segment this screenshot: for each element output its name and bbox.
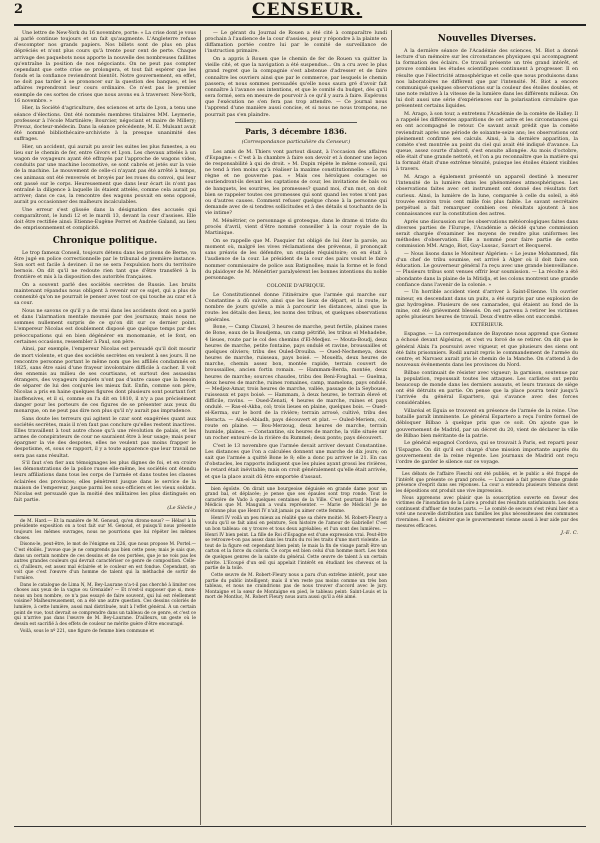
dateline-paris: Paris, 3 décembre 1836. (245, 126, 347, 136)
article-societe-agriculture: Hier, la Société d'agriculture, des sciences et arts de Lyon, a tenu une séance d'élections. Ont été nommés membres titulaires MM. Leymerie, professeur à l'école Martinière; Bourcier, négociant et maire de Millery; Prevaz, docteur-médecin. Dans la séance précédente, M. E. Mulsant avait été nommé bibliothécaire-archiviste à la presque unanimité des suffrages. (14, 105, 196, 143)
section-heading-exterieur: EXTÉRIEUR. (470, 322, 504, 329)
article-rouen-railway: On a appris à Rouen que le chemin de fer de Rouen va quitter la vieille cité, et que la navigation a été suspendue... On a cru avec le plus grand regret que la compagnie s'est abstenue d'adresser et de faire connaître les ouvriers ainsi que par le commerce, par lesquels le chemin passera; et nous sommes persuadés qu'elle nous saura gré d'avoir fait connaître à l'avance ses intentions, et que le comité du budget, dès qu'il sera formé, sera en mesure de pourvoir à ce qu'il y aura à faire. Espérons que l'exécution ne s'en fera pas trop attendre. — Ce journal nous l'apprend d'une manière aussi concise, et si nous ne nous trompons, ne pourrait pas s'en plaindre. (205, 56, 387, 118)
column-1 (14, 30, 196, 825)
column-divider (391, 30, 392, 825)
article-menetrier-2: On se rappelle que M. Pasquier fut obligé de lui ôter la parole, au moment où, malgré les vives réclamations des prévenus, il prononçait sans préavis de les défendre, un stupide réquisitoire; on en était à l'audience de la cour. Le président de la cour des pairs voulut le faire nommer commissaire de police aux Batignolles; mais la forme et le fond du plaidoyer de M. Ménétrier paralysèrent les bonnes intentions du noble personnage. (205, 237, 387, 281)
column-2 (205, 30, 387, 825)
article-constantine-arrival: C'est le 13 novembre que l'armée devait arriver devant Constantine. Les distances que l'on a calculées donnent une marche de dix jours; on sait que l'armée a quitté Bone le 8; elle a donc pu arriver le 21. En cas d'obstacles, les rapports indiquent que les pluies ayant grossi les rivières, le retard était inévitable; mais on croit généralement qu'elle était arrivée, et que la place avait dû être emportée d'assaut. (205, 442, 387, 480)
article-railway-accident: Hier, un accident, qui aurait pu avoir les suites les plus funestes, a eu lieu sur le chemin de fer, entre Givors et Lyon. Les chevaux attelés à un wagon de voyageurs ayant été effrayés par l'approche de wagons vides, conduits par une machine locomotive, se sont cabrés et jetés sur la voie de la machine. Le mouvement de celle-ci n'ayant pas été arrêté à temps, ces animaux ont été renversés et broyés par les roues du convoi, qui leur ont passé sur le corps. Heureusement que dans leur écart ils n'ont pas entraîné la diligence à laquelle ils étaient attelés, comme cela aurait pu arriver; dans ce cas, la rencontre des wagons pouvait en sens opposé, aurait pu occasionner des malheurs incalculables. (14, 143, 196, 206)
page-number: 2 (14, 2, 24, 17)
section-heading-colonie: COLONIE D'AFRIQUE. (266, 282, 326, 289)
feuilleton-paragraph: bien égoïste. On dirait une bourgeoise déguisée en grande dame pour un grand bal, et déplacée; je pense que ses épaules sont trop ronde. Tout le caractère de Vado à quelques centaines de la Ville. C'est pourtant Marie de Médicis que M. Mauguin a voulu représenter. — Marie de Médicis! Je ne m'étonne plus que Henri IV n'ait jamais pu aimer cette femme. (205, 486, 387, 515)
feuilleton-paragraph: de M. Hard.— Et la manière de M. Genoud, qu'en dirons-nous? — Hélas! à la présidente exposition on a tout fait sur M. Genoud, et puisqu'il nous présente toujours les mêmes ouvrages, nous ne pourrions que lui répéter les mêmes choses. (14, 518, 196, 541)
article-arago-lumiere: M. Arago a également présenté un appareil destiné à mesurer l'intensité de la lumière dans les phénomènes atmosphériques. Les observations faites avec cet instrument ont donné des résultats fort curieux. Ainsi, la lumière de la lune, comparée à celle du soleil, a été trouvée environ trois cent mille fois plus faible. Le savant secrétaire perpétuel a fait remarquer combien ces résultats ajoutent à nos connaissances sur la constitution des astres. (396, 174, 578, 218)
section-heading-chronique: Chronique politique. (52, 235, 158, 246)
article-espagne-3: Villaréal et Eguia se trouvent en présence de l'armée de la reine. Une bataille paraît imminente. Le général Espartero a reçu l'ordre formel de débloquer Bilbao à quelque prix que ce soit. On ajoute que le gouvernement de Madrid, par un décret du 20, vient de déclarer la ville de Bilbao bien méritante de la patrie. (396, 408, 578, 439)
column-3 (396, 30, 578, 825)
column-divider (200, 30, 201, 825)
article-journal-rouen: — Le gérant du Journal de Rouen a été cité à comparaître lundi prochain à l'audience de la cour d'assises, pour y répondre à la plainte en diffamation portée contre lui par le comité de surveillance de l'instruction primaire. (205, 30, 387, 55)
feuilleton-paragraph: Cette œuvre de M. Robert-Fleury nous a paru d'un extrême intérêt, pour une partie du public intelligent; mais il n'en reste pas moins comme un très bon tableau, et nous ne craindrions pas de nous trouver d'accord avec le jury. Montaigne et la sœur de Montaigne en pied, le tableau peint: Saint-Louis et la mort de Montluc, M. Robert Fleury nous aura aussi qu'il a été aimé. (205, 572, 387, 601)
article-arago-comete: M. Arago, à son tour, a entretenu l'Académie de la comète de Halley. Il a rappelé les différentes apparitions de cet astre et les circonstances qui en ont accompagné le retour. Ce savant avait prédit que la comète reviendrait après une période de soixante-seize ans; les observations ont pleinement confirmé ses calculs. Ainsi, à la dernière apparition, la comète s'est montrée au point du ciel qui avait été indiqué d'avance. La queue, assez courte d'abord, s'est ensuite allongée. Au mois d'octobre, elle était d'une grande netteté, et l'on a pu reconnaître que la matière qui la formait était d'une extrême ténuité, puisque les étoiles étaient visibles à travers. (396, 111, 578, 173)
feuilleton-paragraph: Voilà, sous le nº 221, une figure de femme bien commune et (20, 628, 154, 634)
article-conseil: Le trop fameux Conseil, toujours détenu dans les prisons de Berne, va être jugé en police correctionnelle par le tribunal de première instance. Son sort est facile à deviner: il ne se sera l'expulsion hors du territoire bernois. On dit qu'il ne redoute rien tant que d'être transféré à la frontière et mis à la disposition des autorités françaises. (14, 249, 196, 281)
feuilleton-paragraph: Les débats de l'affaire Fieschi ont été publiés, et le public a été frappé de l'intérêt que présente ce grand procès. — L'accusé a fait preuve d'une grande présence d'esprit dans ses réponses. La cour a entendu plusieurs témoins dont les dépositions ont produit une vive impression. (396, 472, 578, 494)
feuilleton-3 (396, 472, 578, 529)
article-newyork: Une lettre de New-York du 16 novembre, porte: « La crise dont je vous ai parlé continue toujours et un fait qu'augmente. L'Angleterre refuse d'escompter nos grands papiers. Nos billets sont de plus en plus dépréciés et n'ont plus cours qu'à trente pour cent de perte. Chaque arrivage des paquebots nous apporte la nouvelle des nombreuses faillites qu'entraîne la position de nos négociants. On ne peut pas compter cependant que cette crise se prolongera, et tout fait espérer que les fonds et la confiance reviendront bientôt. Notre gouvernement, en effet, ne doit pas tarder à se prononcer sur la question des banques, et les affaires reprendront leur cours ordinaire. Ce n'est pas le premier exemple de ces sortes de crises que nous avons eu à traverser. New-York, 16 novembre. » (14, 30, 196, 104)
article-commission: Après une discussion sur les observations météorologiques faites dans diverses parties de l'Europe, l'Académie a décidé qu'une commission serait chargée d'examiner les moyens de rendre plus uniformes les méthodes d'observation. Elle a nommé pour faire partie de cette commission MM. Arago, Biot, Gay-Lussac, Savart et Becquerel. (396, 218, 578, 250)
correspondence-note: (Correspondance particulière du Censeur.) (241, 138, 351, 145)
article-russia-4: Sans doute les terreurs qui agitent le czar sont exagérées quant aux sociétés secrètes, mais il n'en faut pas conclure qu'elles restent inactives. Elles travaillent à tout autre chose qu'à une révolution de palais, et les armes de conspirateurs de cour ne sauraient être à leur usage; mais pour épargner la vie des despotes, elles ne veulent pas moins frapper le despotisme, et, sous ce rapport, il y a toute apparence que leur travail ne sera pas sans résultat. (14, 415, 196, 459)
feuilleton-divider (205, 483, 387, 484)
article-russia-5: S'il faut s'en fier aux témoignages les plus dignes de foi, et en croire les démonstrations de la police russe elle-même, les sociétés ont étendu leurs affiliations dans tous les corps de l'armée et dans toutes les classes éclairées des provinces; elles pénètrent jusque dans le service de la maison de l'empereur, jusque parmi les sous-officiers et les vieux soldats. Nicolas est persuadé que la moitié des militaires les plus distingués en fait partie. (14, 460, 196, 504)
article-russia-3: Ainsi, par exemple, l'empereur Nicolas est persuadé qu'il doit mourir de mort violente, et que des sociétés secrètes en veulent à ses jours. Il ne rencontre personne portant le même nom que les affiliés condamnés en 1825, sans être saisi d'une frayeur involontaire difficile à cacher. Il voit des ennemis au milieu de ses courtisans, et surtout des assassins étrangers, des voyageurs inquiets n'ont pas d'autre cause que la besoin de séparer de lui des conjurés les mieux fait. Enfin, comme son père, Nicolas a pris en haine quelques figures dont plusieurs sont pourtant fort inoffensives, et il si, comme on l'a dit en 1810, il n'y a pas précisément danger pour les porteurs de ces figures de se présenter aux yeux du monarque, on ne peut pas dire non plus qu'il n'y aurait pas imprudence. (14, 346, 196, 414)
article-menetrier-1: M. Ménétrier, ce personnage si grotesque, dans le drame si triste du procès d'avril, vient d'être nommé conseiller à la cour royale de la Martinique. (205, 217, 387, 237)
article-russia-1: On a souvent parlé des sociétés secrètes de Russie. Les bruits maintenant répandus nous obligent à revenir sur ce sujet, qui a plus de connexité qu'on ne pourrait le penser avec tout ce qui touche au czar et à sa cour. (14, 281, 196, 307)
article-moniteur-algerien: — Nous lisons dans le Moniteur Algérien: « Le jeune Mohammed, fils d'un chef de tribu soumise, est arrivé à Alger où il doit faire son éducation. Le gouverneur général l'a reçu avec une grande bienveillance. — Plusieurs tribus sont venues offrir leur soumission. — La récolte a été abondante dans la plaine de la Mitidja, et les colons montrent une grande confiance dans l'avenir de la colonie. » (396, 251, 578, 288)
section-divider (235, 122, 357, 123)
article-constantine-intro: Le Constitutionnel donne l'itinéraire que l'armée qui marche sur Constantine a dû suivre, ainsi que les lieux de départ, et la route, le nombre de jours qu'elle a mis à parcourir les distances, ainsi que la route: les détails des lieux, les noms des tribus, et quelques observations générales. (205, 291, 387, 323)
article-academie-biot: A la dernière séance de l'Académie des sciences, M. Biot a donné lecture d'un mémoire sur les circonstances physiques qui accompagnent la formation des éclairs. Ce travail présente un très grand intérêt, et prouve combien les études scientifiques continuent à progresser. Il en résulte que l'électricité atmosphérique et celle que nous produisons dans nos laboratoires ne diffèrent que par l'intensité. M. Biot a encore communiqué quelques observations sur la couleur des étoiles doubles, et une note relative à la vitesse de la lumière dans les différents milieux. On lui doit aussi une série d'expériences sur la polarisation circulaire que présentent certains liquides. (396, 48, 578, 110)
article-russia-2: Nous ne savons ce qu'il y a de vrai dans les accidents dont on a parlé et dans l'alarmation mentale mounée par des journaux; mais nous ne sommes nullement surpris de ce qu'on dit sur ce dernier point. L'empereur Nicolas est doublement disposé que quelque temps par des préoccupations qui en bien dégénérer en monomanie, et le font, en certaines occasions, ressembler à Paul, son père. (14, 307, 196, 345)
source-signature: (Le Siècle.) (167, 504, 196, 511)
feuilleton-paragraph: Henri IV voilà un peu mieux au réalité que sa chère moitié. M. Robert-Fleury a voulu qu'il se fait ainsi en peinture, Son histoire de l'amour de Gabrielle! C'est un bon tableau: on y trouve et tous deux agréables; et l'un sont des lumières. — Henri IV bien peint. La fille de Roi d'Espagne est d'une expression vrai. Peut-être se retrouve-t-on pas assez dans les traits du roi les traits d'une mort violente. Le tout de la figure est cependant bien peint; le mais la fin de visage paraît être un carton et la force du coloris. Ce corps est bien celui d'un homme mort. Les tons de quelques genres de la sainte du général. Cette œuvre de talent à un certain mérite. L'Ecoupé d'un œil qui appelait l'intérêt en étudiant les cheveux et la partie de la toile. (205, 515, 387, 572)
header-rule (14, 24, 586, 26)
article-erratum: Une erreur s'est glissée dans la désignation des accusés qui comparaîtront, le lundi 12 et le mardi 13, devant la cour d'assises. Elle doit être rectifiée ainsi: Etienne-Eugène Perret et Andrée Galand, au lieu de: emprisonnement et complicité. (14, 206, 196, 232)
article-itinerary: Bone, — Camp Clauzel, 3 heures de marche, peut fertile, plaines rases de Bone, eaux de la Boudjema, un camp pétrifié, les tribus el Mehadebe, 4 lieues, route par le col des chemins d'El-Medjez. — Mouta-Boudj, deux heures de marche, petite fontaine, pays ondulé et ravine, broussailles et quelques oliviers; tribu des Ouled-Drouiba. — Oued-Nechemeya, deux heures de marche, ruisseau, pays boisé. — Mouelfa, deux heures de marche, chemin assez bon, montée rapide, terrain couvert de broussailles, ancien fortin romain. — Hammam-Berda, montée, deux heures de marche; sources chaudes, tribu des Beni-Foughal. — Guelma, deux heures de marche, ruines romaines, camp, mamelons, pays ondulé. — Medjez-Amar, trois heures de marche, vallée, passage de la Seybouse, ruisseaux et pays boisé. — Hammam, à deux heures, le terrain élevé et difficile, ravins. — Oued-Zenati, 4 heures de marche, ruines et pays ondulé. — Ras-el-Akba, col; trois lieues en plaine, quelques bois. — Oued-el-Kerma, sur le bord de la rivière; terrain arrosé, cultivé, tribu des Heracta. — Ain-el-Abiadh, pays découvert et plat. — Ouled-Meriem, col, route en plaine. — Bou-Merzoug, deux heures de marche, terrain humide, plaines. — Constantine, six heures de marche, la ville située sur un rocher entouré de la rivière du Rummel; deux ponts; pays découvert. (205, 324, 387, 442)
article-thiers: Les amis de M. Thiers vont partout disant, à l'occasion des affaires d'Espagne: « C'est à la chambre à faire son devoir et à donner une leçon de responsabilité à qui de droit. » M. Dupin répète le même conseil, qui ne tend à rien moins qu'à réaliser la maxime constitutionnelle: « Le roi règne et ne gouverne pas. » Mais ces héroïques courages se soutiendront-ils devant les captations de cour, les invitations de bals ou de banquets, les sourires, les promesses? quand moi, d'un mot, on doit bien se rappeler toutes ces promesses qui sont quand les votes n'ont pas ou d'autres causes. Comment refuser quelque chose à la personne qui demande avec de si tendres sollicitudes et à des détails si touchants de la vie intime? (205, 148, 387, 217)
masthead-title: CENSEUR. (252, 0, 363, 20)
feuilleton-paragraph: Dans le catalogue de Lima N, M. Bey-Laurane n'a-t-il pas cherché à limiter ces choses aux yeux de la vague ou Grenaide? — Et n'est-il supposer que si, mon-nous un bon nombre, ce n'a pas essayé de faire souvent, qui lui est réellement voisine? Malheureusement, on a été une autre question. Ces dessins coloriés de lumière, à cette lumière, aussi mal distribuée, nuit à l'effet général. À un certain point de vue, tout devrait se comprendre dans un tableau de ce genre, et c'est ce qui n'arrive pas dans l'œuvre de M. Bey-Laurane. D'ailleurs, un geste où le dessin est sacrifié à des effets de couleur ne mérite guère d'être encouragé. (14, 582, 196, 627)
article-espagne-1: Espagne. — La correspondance de Bayonne nous apprend que Gomez a échoué devant Algésiras, et s'est vu forcé de se retirer. On dit que le général Alaix l'a poursuivi avec vigueur, et que plusieurs des siens ont été faits prisonniers. Rodil aurait repris le commandement de l'armée du centre; et Narvaez aurait pris le chemin de la Manche. On s'attend à de nouveaux événements dans les provinces du Nord. (396, 331, 578, 368)
author-signature: J.-E. C. (561, 530, 578, 537)
feuilleton-salon-2 (205, 487, 387, 601)
feuilleton-paragraph: Disons-le, peut-être, le mot de l'énigme en 226, que nous propose M. Portel.— C'est étoilés. J'avoue que je ne comprends pas bien cette pose; mais je sais que, dans un certain nombre de ces dessins et de ces portées, que je ne vois pas les autres grandes couleurs qui devrait caractériser ce genre de composition. Celle-ci, d'ailleurs, est assez mal éclairée et le couleur en est fondue. Cependant, on voit que c'est l'œuvre d'un homme de talent qui la mèthaché de sortir de l'ornière. (14, 542, 196, 581)
article-mine-accident: — Un horrible accident vient d'arriver à Saint-Etienne. Un ouvrier mineur, en descendant dans un puits, a été surpris par une explosion de gaz hydrogène. Plusieurs de ses camarades, qui étaient au fond de la mine, ont été grièvement blessés. On est parvenu à retirer les victimes après plusieurs heures de travail. Deux d'entre elles ont succombé. (396, 289, 578, 321)
footer-rule (14, 826, 586, 827)
section-heading-nouvelles: Nouvelles Diverses. (437, 34, 537, 44)
page-header (0, 0, 600, 26)
feuilleton-paragraph: Nous apprenons avec plaisir que la souscription ouverte en faveur des victimes de l'inondation de la Loire a produit des résultats satisfaisants. Les dons continuent d'affluer de toutes parts. — Le comité de secours s'est réuni hier et a voté une nouvelle distribution aux familles les plus nécessiteuses des communes riveraines. Il est à désirer que le gouvernement vienne aussi à leur aide par des mesures efficaces. (396, 495, 578, 529)
article-espagne-2: Bilbao continuait de résister avec vigueur; la garnison, soutenue par la population, repoussait toutes les attaques. Les carlistes ont perdu beaucoup de monde dans les derniers assauts, et leurs travaux de siège ont été détruits en partie. On pense que la place pourra tenir jusqu'à l'arrivée du général Espartero, qui s'avance avec des forces considérables. (396, 369, 578, 407)
feuilleton-divider (14, 515, 196, 516)
article-cordova: Le général espagnol Cordova, qui se trouvait à Paris, est reparti pour l'Espagne. On dit qu'il est chargé d'une mission importante auprès du gouvernement de la reine régente. Les journaux de Madrid ont reçu l'ordre de garder le silence sur ce voyage. (396, 440, 578, 465)
feuilleton-salon (14, 519, 196, 634)
feuilleton-divider (396, 468, 578, 469)
